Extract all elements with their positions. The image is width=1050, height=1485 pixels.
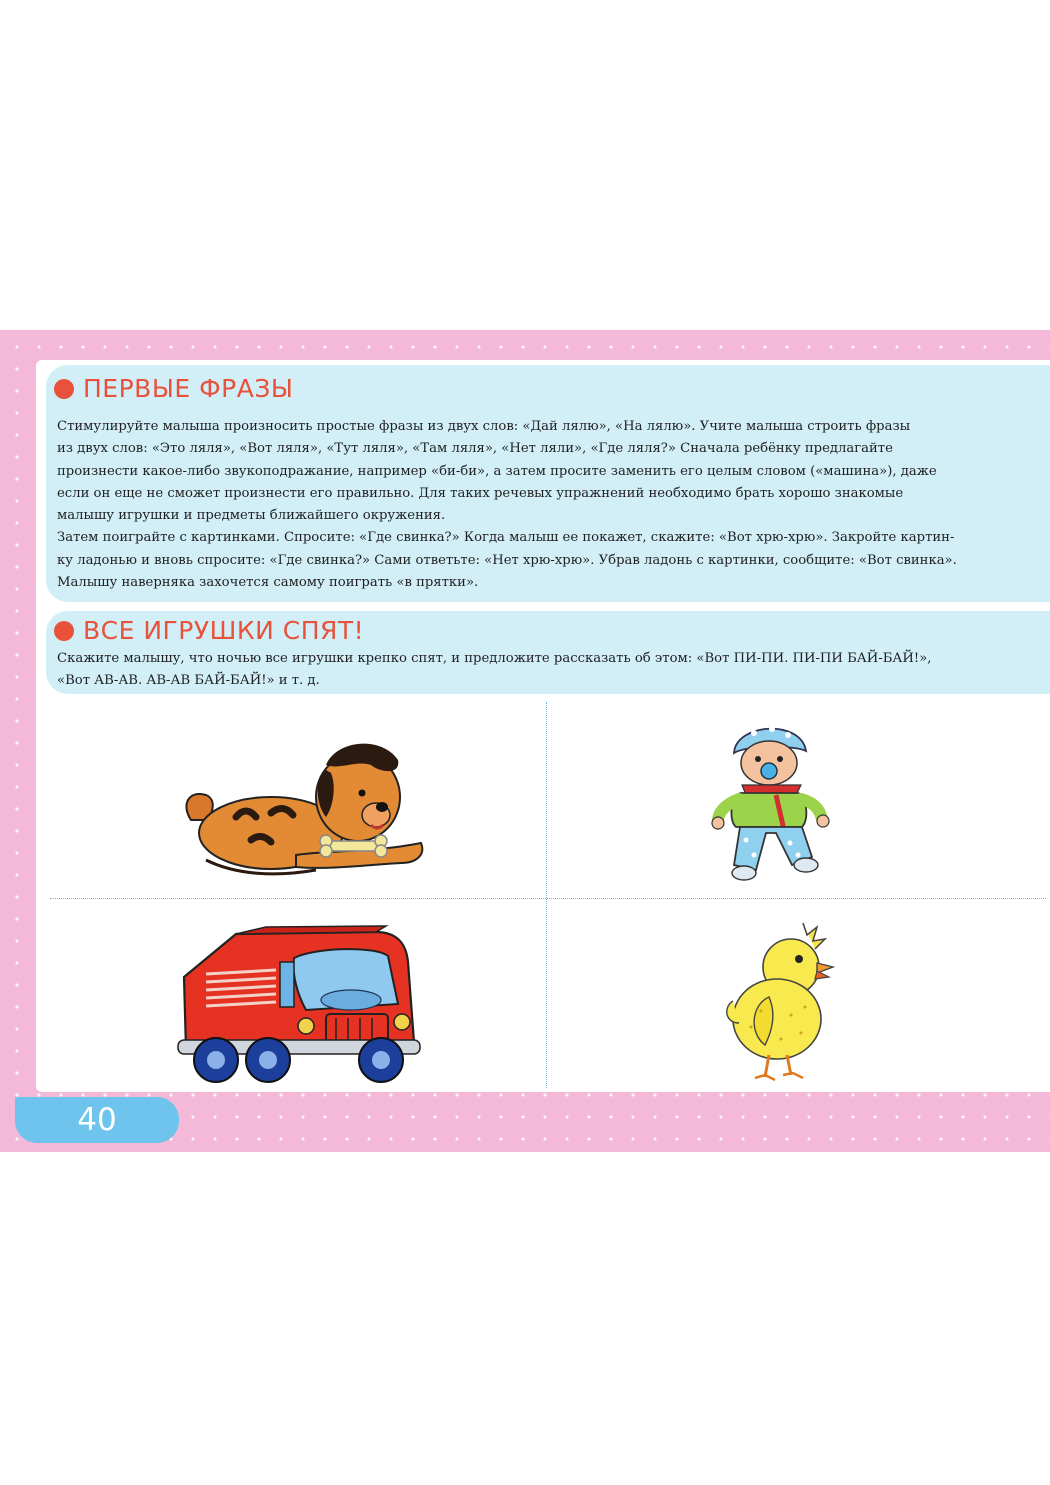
section-title: ПЕРВЫЕ ФРАЗЫ: [83, 374, 294, 403]
text-line: малышу игрушки и предметы ближайшего окружения.: [57, 508, 446, 524]
section-heading-first-phrases: [54, 374, 293, 403]
text-line: «Вот АВ-АВ. АВ-АВ БАЙ-БАЙ!» и т. д.: [57, 673, 320, 689]
text-line: ку ладонью и вновь спросите: «Где свинка?» Сами ответьте: «Нет хрю-хрю». Убрав ладонь с картинки, сообщите: «Вот свинка».: [57, 552, 957, 568]
fire-truck-illustration: [176, 922, 426, 1087]
chick-illustration: [721, 915, 841, 1085]
paragraph-toys-sleep: [57, 648, 1039, 693]
text-line: Стимулируйте малыша произносить простые фразы из двух слов: «Дай лялю», «На лялю». Учите малыша строить фразы: [57, 419, 911, 434]
text-line: если он еще не сможет произнести его правильно. Для таких речевых упражнений необходимо брать хорошо знакомые: [57, 485, 904, 501]
text-line: Малышу наверняка захочется самому поиграть «в прятки».: [57, 575, 479, 591]
bullet-dot-icon: [54, 379, 74, 399]
page-number-badge: [15, 1097, 179, 1143]
grid-divider-horizontal: [50, 898, 1046, 899]
baby-doll-illustration: [706, 715, 836, 890]
bullet-dot-icon: [54, 621, 74, 641]
grid-divider-vertical: [546, 702, 547, 1088]
section-title: ВСЕ ИГРУШКИ СПЯТ!: [83, 616, 365, 645]
paragraph-first-phrases: [57, 416, 1039, 594]
text-line: из двух слов: «Это ляля», «Вот ляля», «Тут ляля», «Там ляля», «Нет ляли», «Где ляля?» Сначала ребёнку предлагайте: [57, 441, 893, 457]
text-line: Скажите малышу, что ночью все игрушки крепко спят, и предложите рассказать об этом: «Вот ПИ-ПИ. ПИ-ПИ БАЙ-БАЙ!»,: [57, 651, 932, 666]
section-heading-toys-sleep: [54, 616, 364, 645]
text-line: произнести какое-либо звукоподражание, например «би-би», а затем просите заменить его целым словом («машина»), даже: [57, 463, 937, 479]
dog-illustration: [176, 725, 426, 885]
text-line: Затем поиграйте с картинками. Спросите: «Где свинка?» Когда малыш ее покажет, скажите: «Вот хрю-хрю». Закройте картин-: [57, 530, 955, 546]
page-number: 40: [77, 1102, 117, 1138]
picture-grid: [46, 700, 1046, 1092]
